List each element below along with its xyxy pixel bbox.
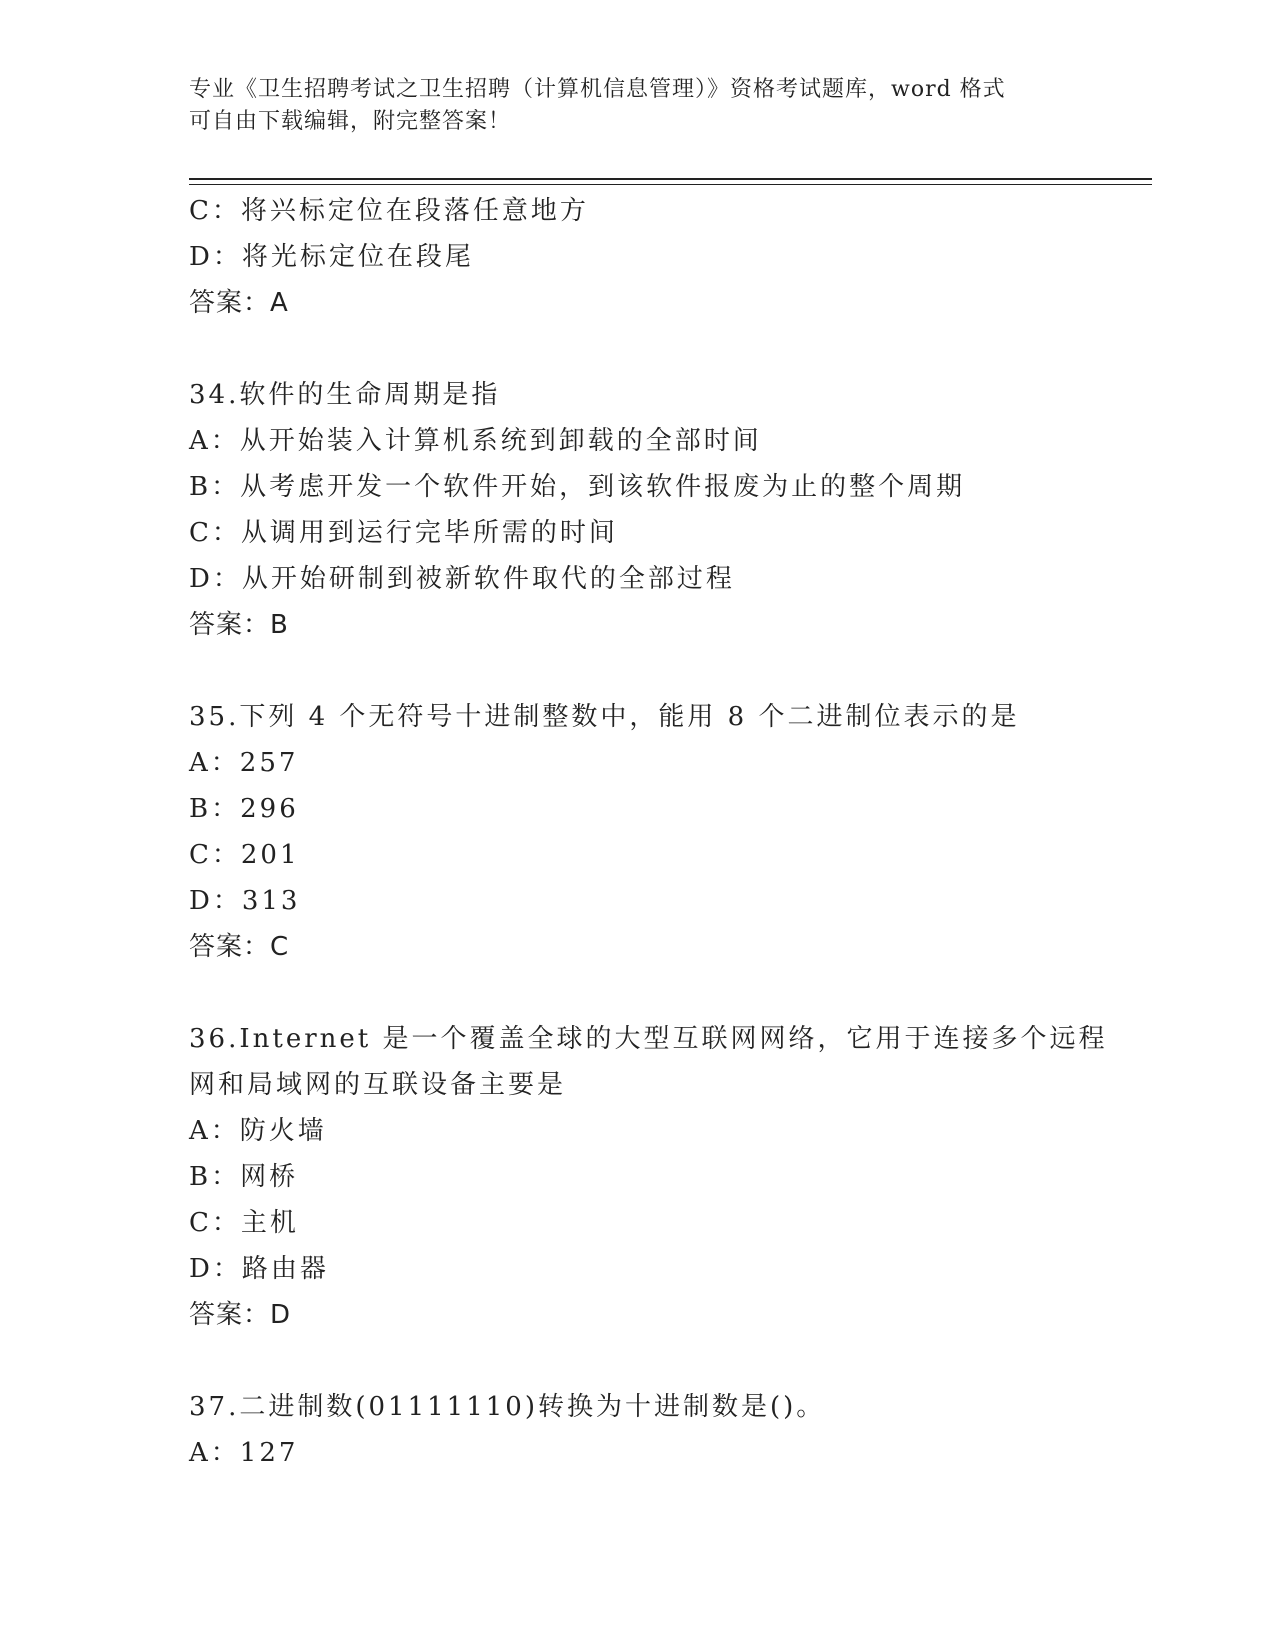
option-a: A：127 bbox=[189, 1438, 299, 1468]
question-stem-line-2: 网和局域网的互联设备主要是 bbox=[189, 1070, 567, 1100]
question-35 bbox=[189, 694, 1089, 970]
option-a: A：257 bbox=[189, 748, 299, 778]
option-c: C：从调用到运行完毕所需的时间 bbox=[189, 518, 618, 548]
header-divider bbox=[189, 178, 1152, 185]
answer: 答案：B bbox=[189, 610, 289, 640]
option-c: C：201 bbox=[189, 840, 300, 870]
question-list bbox=[189, 188, 1108, 1476]
document-header bbox=[189, 74, 1089, 138]
option-b: B：从考虑开发一个软件开始，到该软件报废为止的整个周期 bbox=[189, 472, 966, 502]
option-d: D：路由器 bbox=[189, 1254, 329, 1284]
header-title-line-2: 可自由下载编辑，附完整答案！ bbox=[189, 109, 512, 134]
answer: 答案：D bbox=[189, 1300, 292, 1330]
question-37 bbox=[189, 1384, 1089, 1476]
question-stem: 35.下列 4 个无符号十进制整数中，能用 8 个二进制位表示的是 bbox=[189, 702, 1020, 732]
option-d: D：从开始研制到被新软件取代的全部过程 bbox=[189, 564, 735, 594]
header-title-line-1: 专业《卫生招聘考试之卫生招聘（计算机信息管理）》资格考试题库，word 格式 bbox=[189, 77, 1006, 102]
option-a: A：从开始装入计算机系统到卸载的全部时间 bbox=[189, 426, 762, 456]
question-stem: 34.软件的生命周期是指 bbox=[189, 380, 501, 410]
answer: 答案：C bbox=[189, 932, 290, 962]
option-d: D：313 bbox=[189, 886, 301, 916]
option-b: B：网桥 bbox=[189, 1162, 299, 1192]
option-c: C：主机 bbox=[189, 1208, 299, 1238]
question-34 bbox=[189, 372, 1089, 648]
question-36 bbox=[189, 1016, 1108, 1338]
option-a: A：防火墙 bbox=[189, 1116, 327, 1146]
q33-option-d: D：将光标定位在段尾 bbox=[189, 242, 474, 272]
q33-answer: 答案：A bbox=[189, 288, 289, 318]
question-stem: 37.二进制数(01111110)转换为十进制数是()。 bbox=[189, 1392, 826, 1422]
question-stem-line-1: 36.Internet 是一个覆盖全球的大型互联网网络，它用于连接多个远程 bbox=[189, 1024, 1108, 1054]
q33-option-c: C：将兴标定位在段落任意地方 bbox=[189, 196, 589, 226]
option-b: B：296 bbox=[189, 794, 299, 824]
